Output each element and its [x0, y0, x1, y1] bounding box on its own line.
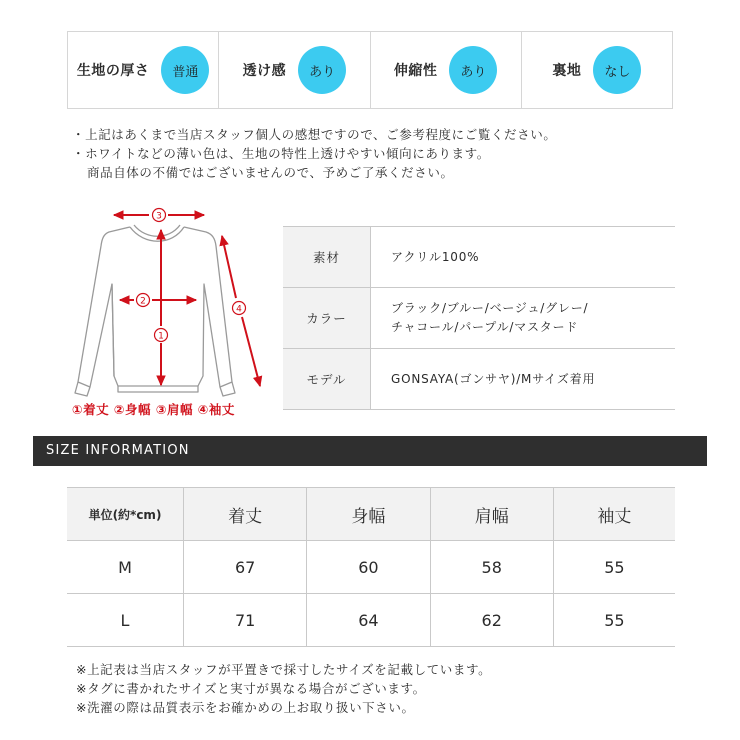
- footer-note: ※上記表は当店スタッフが平置きで採寸したサイズを記載しています。: [76, 662, 492, 677]
- attr-lining: [521, 32, 673, 108]
- attr-label: 裏地: [552, 63, 582, 79]
- attr-badge: 普通: [161, 46, 209, 94]
- sweater-diagram-icon: [64, 200, 269, 425]
- note-line: 商品自体の不備ではございませんので、予めご了承ください。: [87, 165, 454, 180]
- attr-thickness: [67, 32, 218, 108]
- attr-label: 伸縮性: [393, 63, 438, 79]
- attr-badge: あり: [449, 46, 497, 94]
- note-line: ・上記はあくまで当店スタッフ個人の感想ですので、ご参考程度にご覧ください。: [72, 127, 557, 142]
- attr-label: 生地の厚さ: [76, 63, 150, 79]
- attr-label: 透け感: [242, 63, 287, 79]
- header-cell: 着丈: [184, 488, 307, 541]
- footer-note: ※タグに書かれたサイズと実寸が異なる場合がございます。: [76, 681, 426, 696]
- table-cell: 60: [307, 541, 430, 594]
- spec-row-color: [283, 287, 675, 348]
- header-unit: 単位(約*cm): [67, 488, 184, 541]
- fabric-attributes-bar: [67, 31, 673, 109]
- size-label: L: [67, 594, 184, 647]
- size-label: M: [67, 541, 184, 594]
- spec-row-model: [283, 348, 675, 409]
- fabric-notes: [72, 125, 556, 182]
- spec-value: [371, 349, 675, 409]
- marker-4: 4: [236, 304, 242, 315]
- spec-key: 素材: [283, 227, 371, 287]
- note-line: ・ホワイトなどの薄い色は、生地の特性上透けやすい傾向にあります。: [72, 146, 490, 161]
- footer-note: ※洗濯の際は品質表示をお確かめの上お取り扱い下さい。: [76, 700, 415, 715]
- spec-value-line: チャコール/パープル/マスタード: [391, 320, 579, 334]
- size-table: [67, 487, 675, 647]
- attr-badge: なし: [593, 46, 641, 94]
- table-cell: 55: [553, 541, 675, 594]
- table-cell: 55: [553, 594, 675, 647]
- table-cell: 62: [430, 594, 553, 647]
- header-cell: 肩幅: [430, 488, 553, 541]
- marker-2: 2: [140, 296, 146, 307]
- header-cell: 身幅: [307, 488, 430, 541]
- table-cell: 64: [307, 594, 430, 647]
- table-cell: 58: [430, 541, 553, 594]
- table-row: [67, 541, 675, 594]
- spec-value-line: アクリル100%: [391, 249, 480, 264]
- spec-key: モデル: [283, 349, 371, 409]
- size-table-header: [67, 488, 675, 541]
- attr-stretch: [370, 32, 521, 108]
- table-cell: 71: [184, 594, 307, 647]
- size-information-header: [33, 436, 707, 466]
- marker-1: 1: [158, 331, 164, 342]
- spec-value-line: ブラック/ブルー/ベージュ/グレー/: [391, 301, 589, 315]
- spec-row-material: [283, 227, 675, 287]
- table-cell: 67: [184, 541, 307, 594]
- spec-value-line: GONSAYA(ゴンサヤ)/Mサイズ着用: [391, 371, 596, 386]
- table-row: [67, 594, 675, 647]
- footer-notes: [76, 660, 491, 717]
- spec-value: [371, 227, 675, 287]
- attr-badge: あり: [298, 46, 346, 94]
- spec-table: [283, 226, 675, 410]
- marker-3: 3: [156, 211, 162, 222]
- header-cell: 袖丈: [553, 488, 675, 541]
- attr-sheerness: [218, 32, 369, 108]
- spec-value: [371, 288, 675, 348]
- size-information-title: SIZE INFORMATION: [46, 443, 190, 458]
- spec-key: カラー: [283, 288, 371, 348]
- diagram-legend: ①着丈 ②身幅 ③肩幅 ④袖丈: [72, 402, 235, 417]
